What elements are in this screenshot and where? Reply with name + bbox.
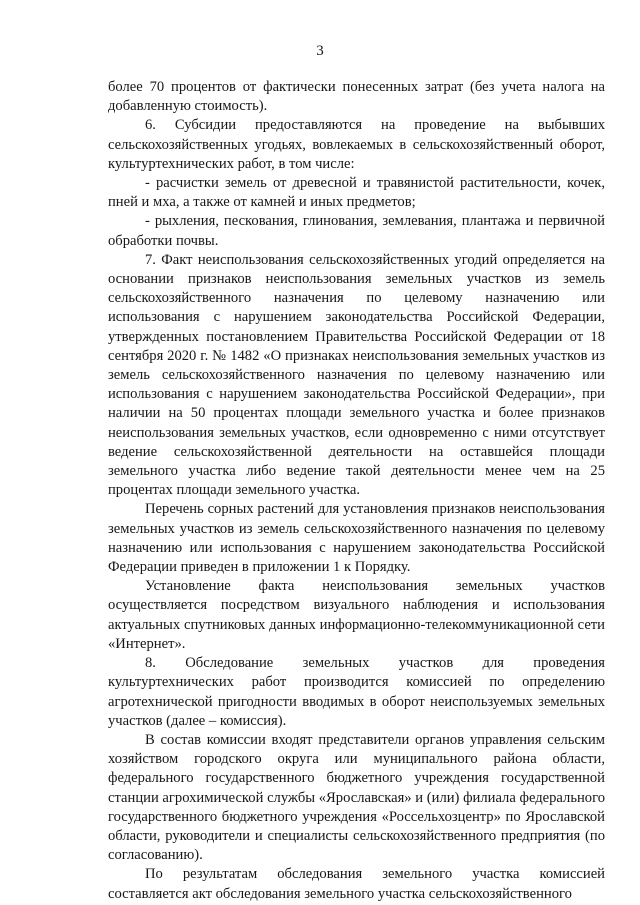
paragraph-continuation: более 70 процентов от фактически понесенных затрат (без учета налога на добавленную стоимость). <box>108 79 605 115</box>
paragraph-item-8: 8. Обследование земельных участков для проведения культуртехнических работ производится комиссией по определению агротехнической пригодности вводимых в оборот неиспользуемых земельных участков (далее – комиссия). <box>108 655 605 729</box>
page-number: 3 <box>316 43 324 59</box>
paragraph-weeds-list: Перечень сорных растений для установления признаков неиспользования земельных участков из земель сельскохозяйственного назначения по целевому назначению или использования с нарушением законодательства Российской Федерации приведен в приложении 1 к Порядку. <box>108 501 605 576</box>
document-text <box>108 78 605 904</box>
paragraph-list-item: - рыхления, пескования, глинования, землевания, плантажа и первичной обработки почвы. <box>108 213 605 249</box>
paragraph-inspection-results: По результатам обследования земельного участка комиссией составляется акт обследования земельного участка сельскохозяйственного <box>108 866 605 902</box>
paragraph-list-item: - расчистки земель от древесной и травянистой растительности, кочек, пней и мха, а также от камней и иных предметов; <box>108 175 605 211</box>
paragraph-fact-establishment: Установление факта неиспользования земельных участков осуществляется посредством визуального наблюдения и использования актуальных спутниковых данных информационно-телекоммуникационной сети «Интернет». <box>108 578 605 652</box>
paragraph-commission-composition: В состав комиссии входят представители органов управления сельским хозяйством городского округа или муниципального района области, федерального государственного бюджетного учреждения государственной станции агрохимической службы «Ярославская» и (или) филиала федерального государственного бюджетного учреждения «Россельхозцентр» по Ярославской области, руководители и специалисты сельскохозяйственного предприятия (по согласованию). <box>108 731 605 864</box>
paragraph-item-6: 6. Субсидии предоставляются на проведение на выбывших сельскохозяйственных угодьях, вовлекаемых в сельскохозяйственный оборот, культуртехнических работ, в том числе: <box>108 117 605 172</box>
paragraph-item-7: 7. Факт неиспользования сельскохозяйственных угодий определяется на основании признаков неиспользования земельных участков из земель сельскохозяйственного назначения по целевому назначению или использования с нарушением законодательства Российской Федерации, утвержденных постановлением Правительства Российской Федерации от 18 сентября 2020 г. № 1482 «О признаках неиспользования земельных участков из земель сельскохозяйственного назначения по целевому назначению или использования с нарушением законодательства Российской Федерации», при наличии на 50 процентах площади земельного участка и более признаков неиспользования земельных участков, если одновременно с ними отсутствует ведение сельскохозяйственной деятельности на оставшейся площади земельного участка либо ведение такой деятельности менее чем на 25 процентах площади земельного участка. <box>108 251 605 499</box>
